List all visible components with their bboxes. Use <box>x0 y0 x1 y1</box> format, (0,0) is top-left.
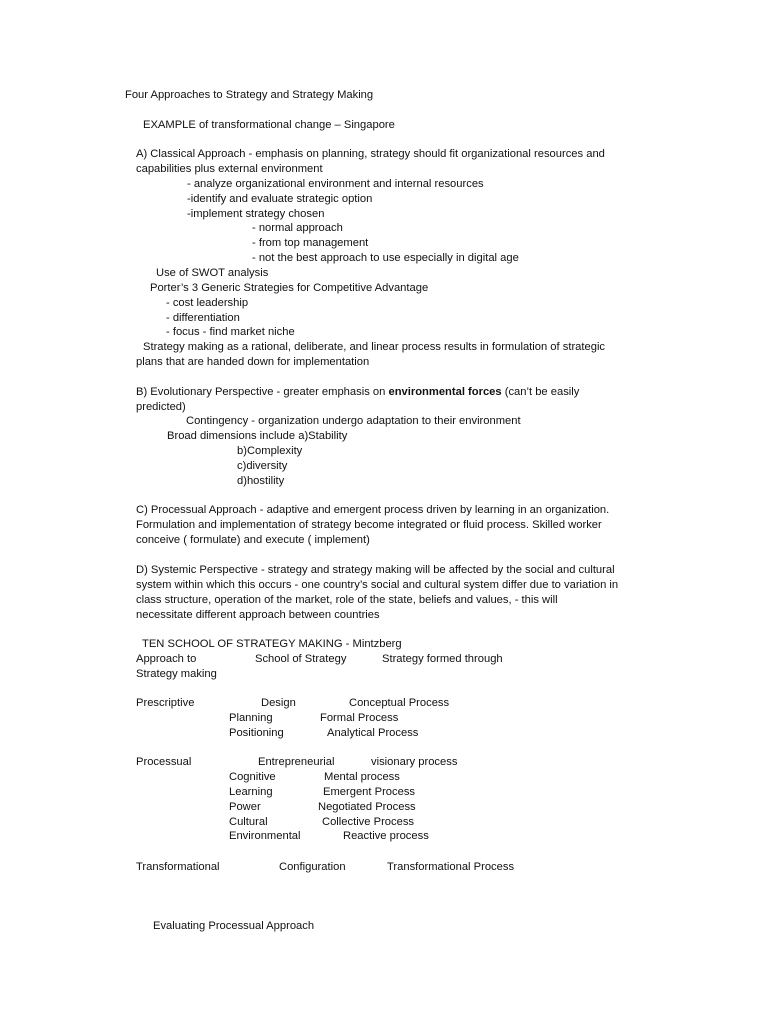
row-school: Cognitive <box>229 771 276 783</box>
evaluating-heading: Evaluating Processual Approach <box>153 920 315 932</box>
col-header-approach: Approach to <box>136 653 197 665</box>
row-process: Negotiated Process <box>318 801 416 813</box>
row-approach: Prescriptive <box>136 697 195 709</box>
porter-line: Porter’s 3 Generic Strategies for Competitive Advantage <box>150 282 429 294</box>
row-school: Positioning <box>229 727 284 739</box>
classical-sub-1: - normal approach <box>252 222 343 234</box>
classical-line-2: capabilities plus external environment <box>136 163 323 175</box>
row-school: Environmental <box>229 830 301 842</box>
classical-sub-2: - from top management <box>252 237 369 249</box>
evolutionary-line-1-pre: B) Evolutionary Perspective - greater emphasis on <box>136 386 389 398</box>
row-school: Configuration <box>279 861 346 873</box>
systemic-line-3: class structure, operation of the market, role of the state, beliefs and values, - this will <box>136 594 558 606</box>
dimension-hostility: d)hostility <box>237 475 285 487</box>
classical-bullet-2: -identify and evaluate strategic option <box>187 193 373 205</box>
row-process: Conceptual Process <box>349 697 450 709</box>
systemic-line-4: necessitate different approach between countries <box>136 609 380 621</box>
classical-sub-3: - not the best approach to use especially in digital age <box>252 252 519 264</box>
swot-line: Use of SWOT analysis <box>156 267 269 279</box>
dimension-complexity: b)Complexity <box>237 445 303 457</box>
row-process: Analytical Process <box>327 727 419 739</box>
row-school: Power <box>229 801 261 813</box>
row-approach: Transformational <box>136 861 220 873</box>
classical-summary-2: plans that are handed down for implementation <box>136 356 370 368</box>
row-school: Cultural <box>229 816 268 828</box>
processual-line-1: C) Processual Approach - adaptive and emergent process driven by learning in an organization. <box>136 504 610 516</box>
evolutionary-line-1 <box>136 385 579 399</box>
broad-dimensions-line: Broad dimensions include a)Stability <box>167 430 348 442</box>
row-process: Formal Process <box>320 712 399 724</box>
row-process: Mental process <box>324 771 400 783</box>
row-approach: Processual <box>136 756 192 768</box>
evolutionary-line-1-post: (can’t be easily <box>501 386 580 398</box>
col-header-process: Strategy formed through <box>382 653 503 665</box>
classical-bullet-1: - analyze organizational environment and internal resources <box>187 178 484 190</box>
row-school: Planning <box>229 712 273 724</box>
row-process: Transformational Process <box>387 861 515 873</box>
col-header-school: School of Strategy <box>255 653 347 665</box>
contingency-line: Contingency - organization undergo adaptation to their environment <box>186 415 521 427</box>
porter-item-1: - cost leadership <box>166 297 249 309</box>
porter-item-2: - differentiation <box>166 312 240 324</box>
row-process: visionary process <box>371 756 458 768</box>
dimension-diversity: c)diversity <box>237 460 288 472</box>
ten-schools-heading: TEN SCHOOL OF STRATEGY MAKING - Mintzberg <box>142 638 402 650</box>
processual-line-2: Formulation and implementation of strategy become integrated or fluid process. Skilled worker <box>136 519 602 531</box>
porter-item-3: - focus - find market niche <box>166 326 295 338</box>
row-process: Reactive process <box>343 830 429 842</box>
row-school: Design <box>261 697 296 709</box>
row-process: Collective Process <box>322 816 415 828</box>
example-line: EXAMPLE of transformational change – Singapore <box>143 119 395 131</box>
classical-summary-1: Strategy making as a rational, deliberate, and linear process results in formulation of strategic <box>143 341 606 353</box>
classical-bullet-3: -implement strategy chosen <box>187 208 325 220</box>
evolutionary-line-2: predicted) <box>136 401 186 413</box>
row-school: Entrepreneurial <box>258 756 335 768</box>
col-header-approach-2: Strategy making <box>136 668 217 680</box>
classical-line-1: A) Classical Approach - emphasis on planning, strategy should fit organizational resources and <box>136 148 605 160</box>
systemic-line-1: D) Systemic Perspective - strategy and strategy making will be affected by the social and cultural <box>136 564 615 576</box>
doc-title: Four Approaches to Strategy and Strategy Making <box>125 89 374 101</box>
environmental-forces-bold: environmental forces <box>388 386 502 398</box>
row-school: Learning <box>229 786 273 798</box>
row-process: Emergent Process <box>323 786 416 798</box>
processual-line-3: conceive ( formulate) and execute ( implement) <box>136 534 370 546</box>
systemic-line-2: system within which this occurs - one country’s social and cultural system differ due to variation in <box>136 579 619 591</box>
